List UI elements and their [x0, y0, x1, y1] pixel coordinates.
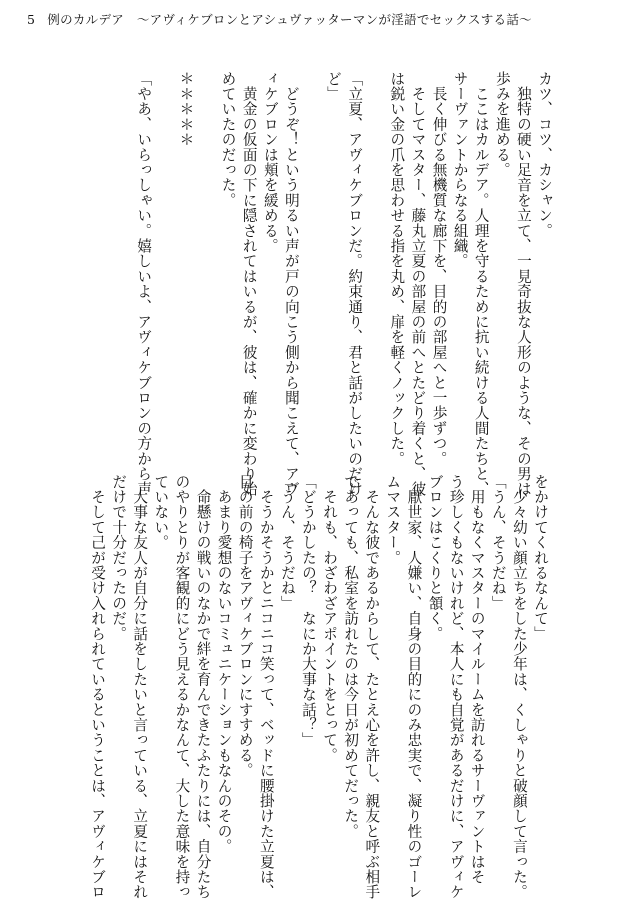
blank-line: [196, 71, 217, 459]
text-line: サーヴァントからなる組織。: [451, 71, 469, 269]
text-line: それも、わざわざアポイントをとって。: [321, 474, 339, 763]
text-line: だけで十分だったのだ。: [110, 474, 128, 642]
text-line: は鋭い金の爪を思わせる指を丸め、扉を軽くノックした。: [388, 71, 406, 467]
text-line: 大事な友人が自分に話をしたいと言っている、立夏にはそれ: [131, 474, 149, 900]
text-line: カツ、コツ、カシャン。: [536, 71, 553, 239]
text-line: あまり愛想のないコミュニケーションもなんのその。: [215, 474, 233, 854]
text-line: 目の前の椅子をアヴィケブロンにすすめる。: [236, 474, 254, 778]
text-line: 「うん、そうだね」: [489, 474, 507, 611]
page-number: 5: [27, 12, 36, 27]
text-line: 少々幼い顔立ちをした少年は、くしゃりと破顔して言った。: [510, 474, 528, 900]
blank-line: [154, 71, 175, 459]
blank-line: [365, 71, 386, 459]
text-line: 「やあ、いらっしゃい。嬉しいよ、アヴィケブロンの方から声: [135, 71, 153, 497]
text-line: 長く伸びる無機質な廊下を、目的の部屋へと一歩ずつ。: [430, 71, 448, 467]
blank-line: [302, 71, 323, 459]
text-line: 用もなくマスターのマイルームを訪れるサーヴァントはそ: [468, 474, 486, 885]
text-block-top: [35, 71, 555, 497]
text-line: ここはカルデア。人理を守るために抗い続ける人間たちと、: [472, 71, 490, 497]
text-line: 命懸けの戦いのなかで絆を育んできたふたりには、自分たち: [194, 474, 212, 900]
text-line: 「立夏、アヴィケブロンだ。約束通り、君と話がしたいのだけ: [346, 71, 364, 497]
scene-break: ＊＊＊＊＊: [177, 71, 195, 147]
text-line: をかけてくれるなんて」: [532, 474, 549, 642]
text-line: そしてマスター、藤丸立夏の部屋の前へとたどり着くと、彼: [409, 71, 427, 497]
text-line: であっても、私室を訪れたのは今日が初めてだった。: [342, 474, 360, 839]
text-line: 独特の硬い足音を立て、一見奇抜な人形のような、その男は: [514, 71, 532, 497]
running-header: [27, 10, 617, 32]
text-line: 黄金の仮面の下に隠されてはいるが、彼は、確かに変わり始: [240, 71, 258, 497]
text-line: そんな彼であるからして、たとえ心を許し、親友と呼ぶ相手: [363, 474, 381, 900]
running-title: 例のカルデア 〜アヴィケブロンとアシュヴァッターマンが淫語でセックスする話〜: [47, 12, 532, 27]
text-line: う珍しくもないけれど、本人にも自覚があるだけに、アヴィケ: [447, 474, 465, 900]
text-line: ムマスター。: [384, 474, 402, 566]
text-block-bottom: [51, 474, 551, 900]
text-line: ていない。: [152, 474, 170, 550]
text-line: そして己が受け入れられているということは、アヴィケブロ: [89, 474, 107, 900]
text-line: のやりとりが客観的にどう見えるかなんて、大した意味を持っ: [173, 474, 191, 900]
text-line: 「どうかしたの？ なにか大事な話？」: [299, 474, 317, 748]
text-line: 「うん、そうだね」: [278, 474, 296, 611]
text-line: めていたのだった。: [219, 71, 237, 208]
text-line: どうぞ！という明るい声が戸の向こう側から聞こえて、アヴ: [282, 71, 300, 497]
text-line: ブロンはこくりと頷く。: [426, 474, 444, 642]
text-line: 厭世家、人嫌い、自身の目的にのみ忠実で、凝り性のゴーレ: [405, 474, 423, 900]
text-line: ど」: [325, 71, 343, 102]
text-line: 歩みを進める。: [493, 71, 511, 178]
text-line: そうかそうかとニコニコ笑って、ベッドに腰掛けた立夏は、: [257, 474, 275, 900]
text-line: ィケブロンは頬を緩める。: [261, 71, 279, 254]
